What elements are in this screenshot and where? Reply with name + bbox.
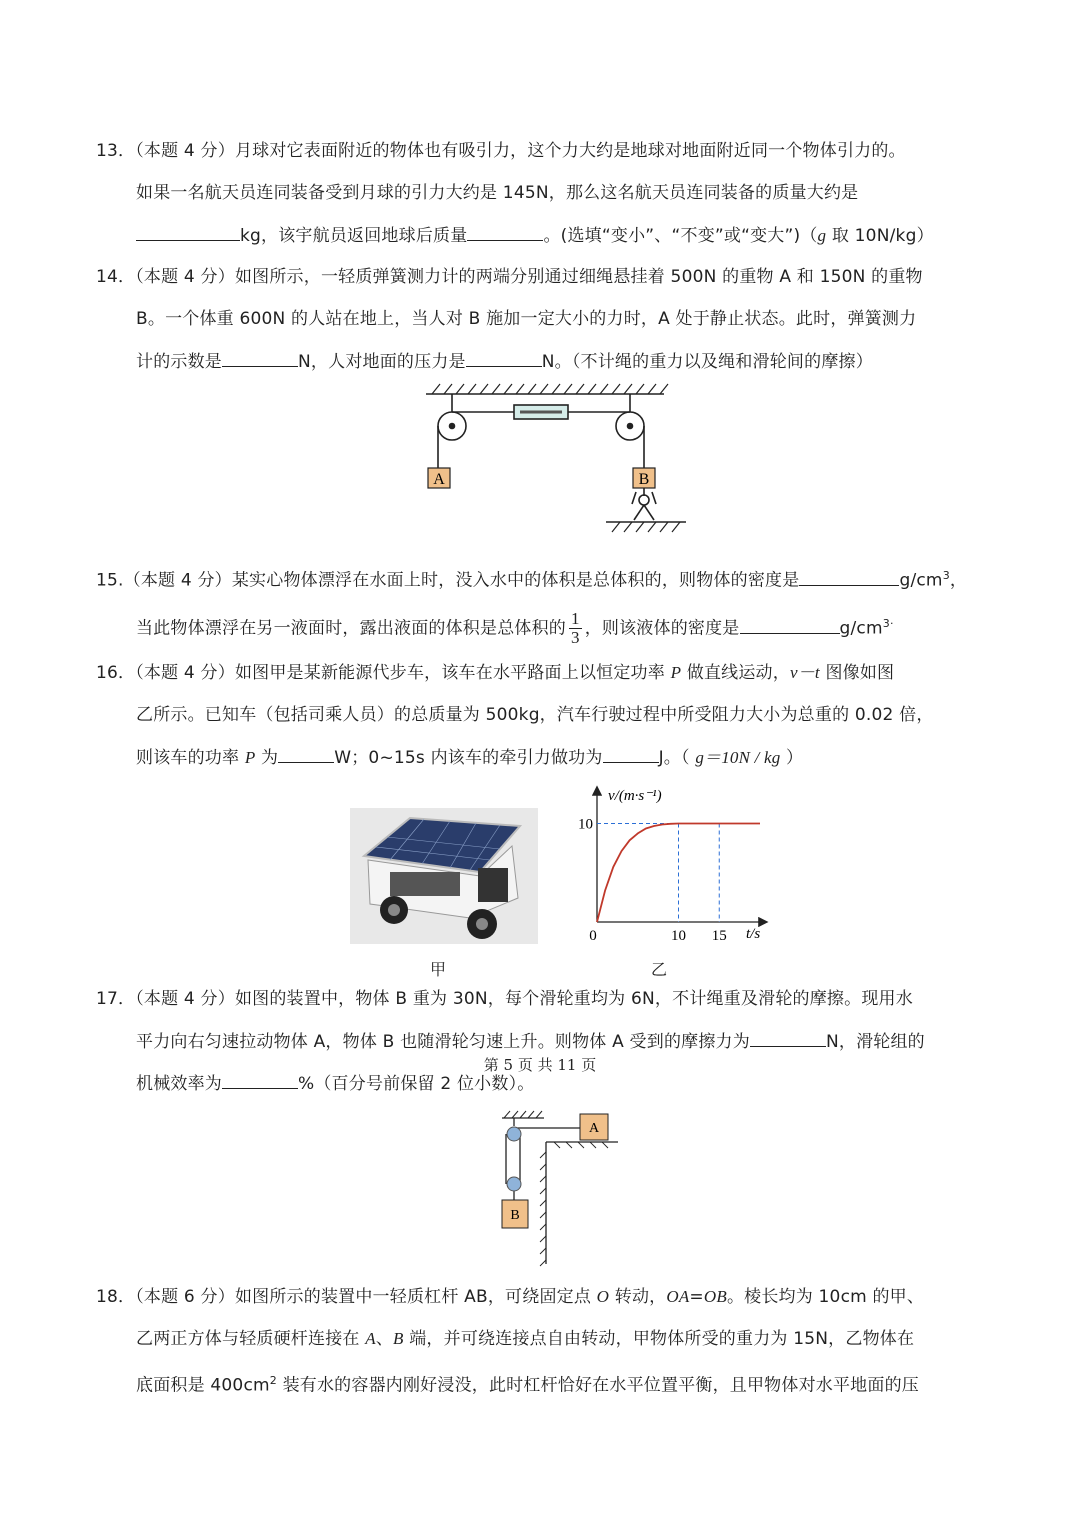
x-axis-label: t/s <box>746 926 761 942</box>
fraction-one-third: $\frac{1}{3}$ <box>571 609 580 648</box>
blank-8[interactable] <box>603 746 659 763</box>
q13-line-2: 如果一名航天员连同装备受到月球的引力大约是 145N，那么这名航天员连同装备的质量大约是 <box>136 183 859 203</box>
q13-line-1: 13．（本题 4 分）月球对它表面附近的物体也有吸引力，这个力大约是地球对地面附近同一个物体引力的。 <box>96 141 906 161</box>
q16-line-2: 乙所示。已知车（包括司乘人员）的总质量为 500kg，汽车行驶过程中所受阻力大小为总重的 0.02 倍， <box>136 705 934 725</box>
q18-line-2: 乙两正方体与轻质硬杆连接在 A、B 端，并可绕连接点自由转动，甲物体所受的重力为 15N，乙物体在 <box>136 1329 915 1349</box>
v-t-chart <box>570 782 782 952</box>
x-tick-label-10: 10 <box>671 928 686 944</box>
label-a: A <box>433 471 445 488</box>
block-b-label: B <box>510 1208 520 1223</box>
q14-line-3: 计的示数是 N，人对地面的压力是 N。（不计绳的重力以及绳和滑轮间的摩擦） <box>136 352 873 372</box>
blank-2[interactable] <box>467 224 543 241</box>
blank-1[interactable] <box>136 224 240 241</box>
q13-line-3: kg，该宇航员返回地球后质量 。(选填“变小”、“不变”或“变大”)（g 取 10N/kg） <box>136 224 934 247</box>
q15-line-1: 15.（本题 4 分）某实心物体漂浮在水面上时，没入水中的体积是总体积的，则物体的密度是 $g/cm^3$， <box>96 569 968 591</box>
fixed-pulley <box>507 1127 521 1141</box>
blank-5[interactable] <box>799 569 899 586</box>
q18-line-3: 底面积是 $400cm^2$ 装有水的容器内刚好浸没，此时杠杆恰好在水平位置平衡，且甲物体对水平地面的压 <box>136 1374 919 1396</box>
block-a-label: A <box>588 1121 600 1136</box>
label-b: B <box>638 471 650 488</box>
q17-pulley-figure <box>496 1108 626 1268</box>
blank-3[interactable] <box>222 350 298 367</box>
q17-line-1: 17．（本题 4 分）如图的装置中，物体 B 重为 30N，每个滑轮重均为 6N，不计绳重及滑轮的摩擦。现用水 <box>96 989 913 1009</box>
blank-7[interactable] <box>278 746 334 763</box>
q16-line-3: 则该车的功率 P 为 W；0~15s 内该车的牵引力做功为 J。（ g＝10N / kg ） <box>136 748 804 768</box>
blank-9[interactable] <box>750 1030 826 1047</box>
q15-line-2: 当此物体漂浮在另一液面时，露出液面的体积是总体积的 $\frac{1}{3}$ ，则该液体的密度是 $g/cm^{3\cdot}$ <box>136 609 894 648</box>
caption-jia: 甲 <box>430 960 447 979</box>
solar-car-photo <box>350 808 538 944</box>
x-tick-label-0: 0 <box>589 928 597 944</box>
page-footer: 第 5 页 共 11 页 <box>483 1056 597 1074</box>
q18-line-1: 18．（本题 6 分）如图所示的装置中一轻质杠杆 AB，可绕固定点 O 转动，OA=OB。棱长均为 10cm 的甲、 <box>96 1287 925 1307</box>
q17-line-3: 机械效率为 %（百分号前保留 2 位小数）。 <box>136 1074 535 1094</box>
x-tick-label-15: 15 <box>711 928 727 944</box>
y-tick-label-10: 10 <box>578 816 593 833</box>
caption-yi: 乙 <box>651 960 668 979</box>
q14-line-1: 14．（本题 4 分）如图所示，一轻质弹簧测力计的两端分别通过细绳悬挂着 500N 的重物 A 和 150N 的重物 <box>96 267 923 287</box>
q16-line-1: 16．（本题 4 分）如图甲是某新能源代步车，该车在水平路面上以恒定功率 P 做直线运动，v－t 图像如图 <box>96 663 895 683</box>
q17-line-2: 平力向右匀速拉动物体 A，物体 B 也随滑轮匀速上升。则物体 A 受到的摩擦力为 N，滑轮组的 <box>136 1032 925 1052</box>
blank-6[interactable] <box>740 617 840 634</box>
q14-line-2: B。一个体重 600N 的人站在地上，当人对 B 施加一定大小的力时，A 处于静止状态。此时，弹簧测力 <box>136 309 917 329</box>
blank-4[interactable] <box>466 350 542 367</box>
y-axis-label: v/(m·s⁻¹) <box>608 788 662 804</box>
q14-pulley-figure <box>420 380 700 552</box>
movable-pulley <box>507 1177 521 1191</box>
